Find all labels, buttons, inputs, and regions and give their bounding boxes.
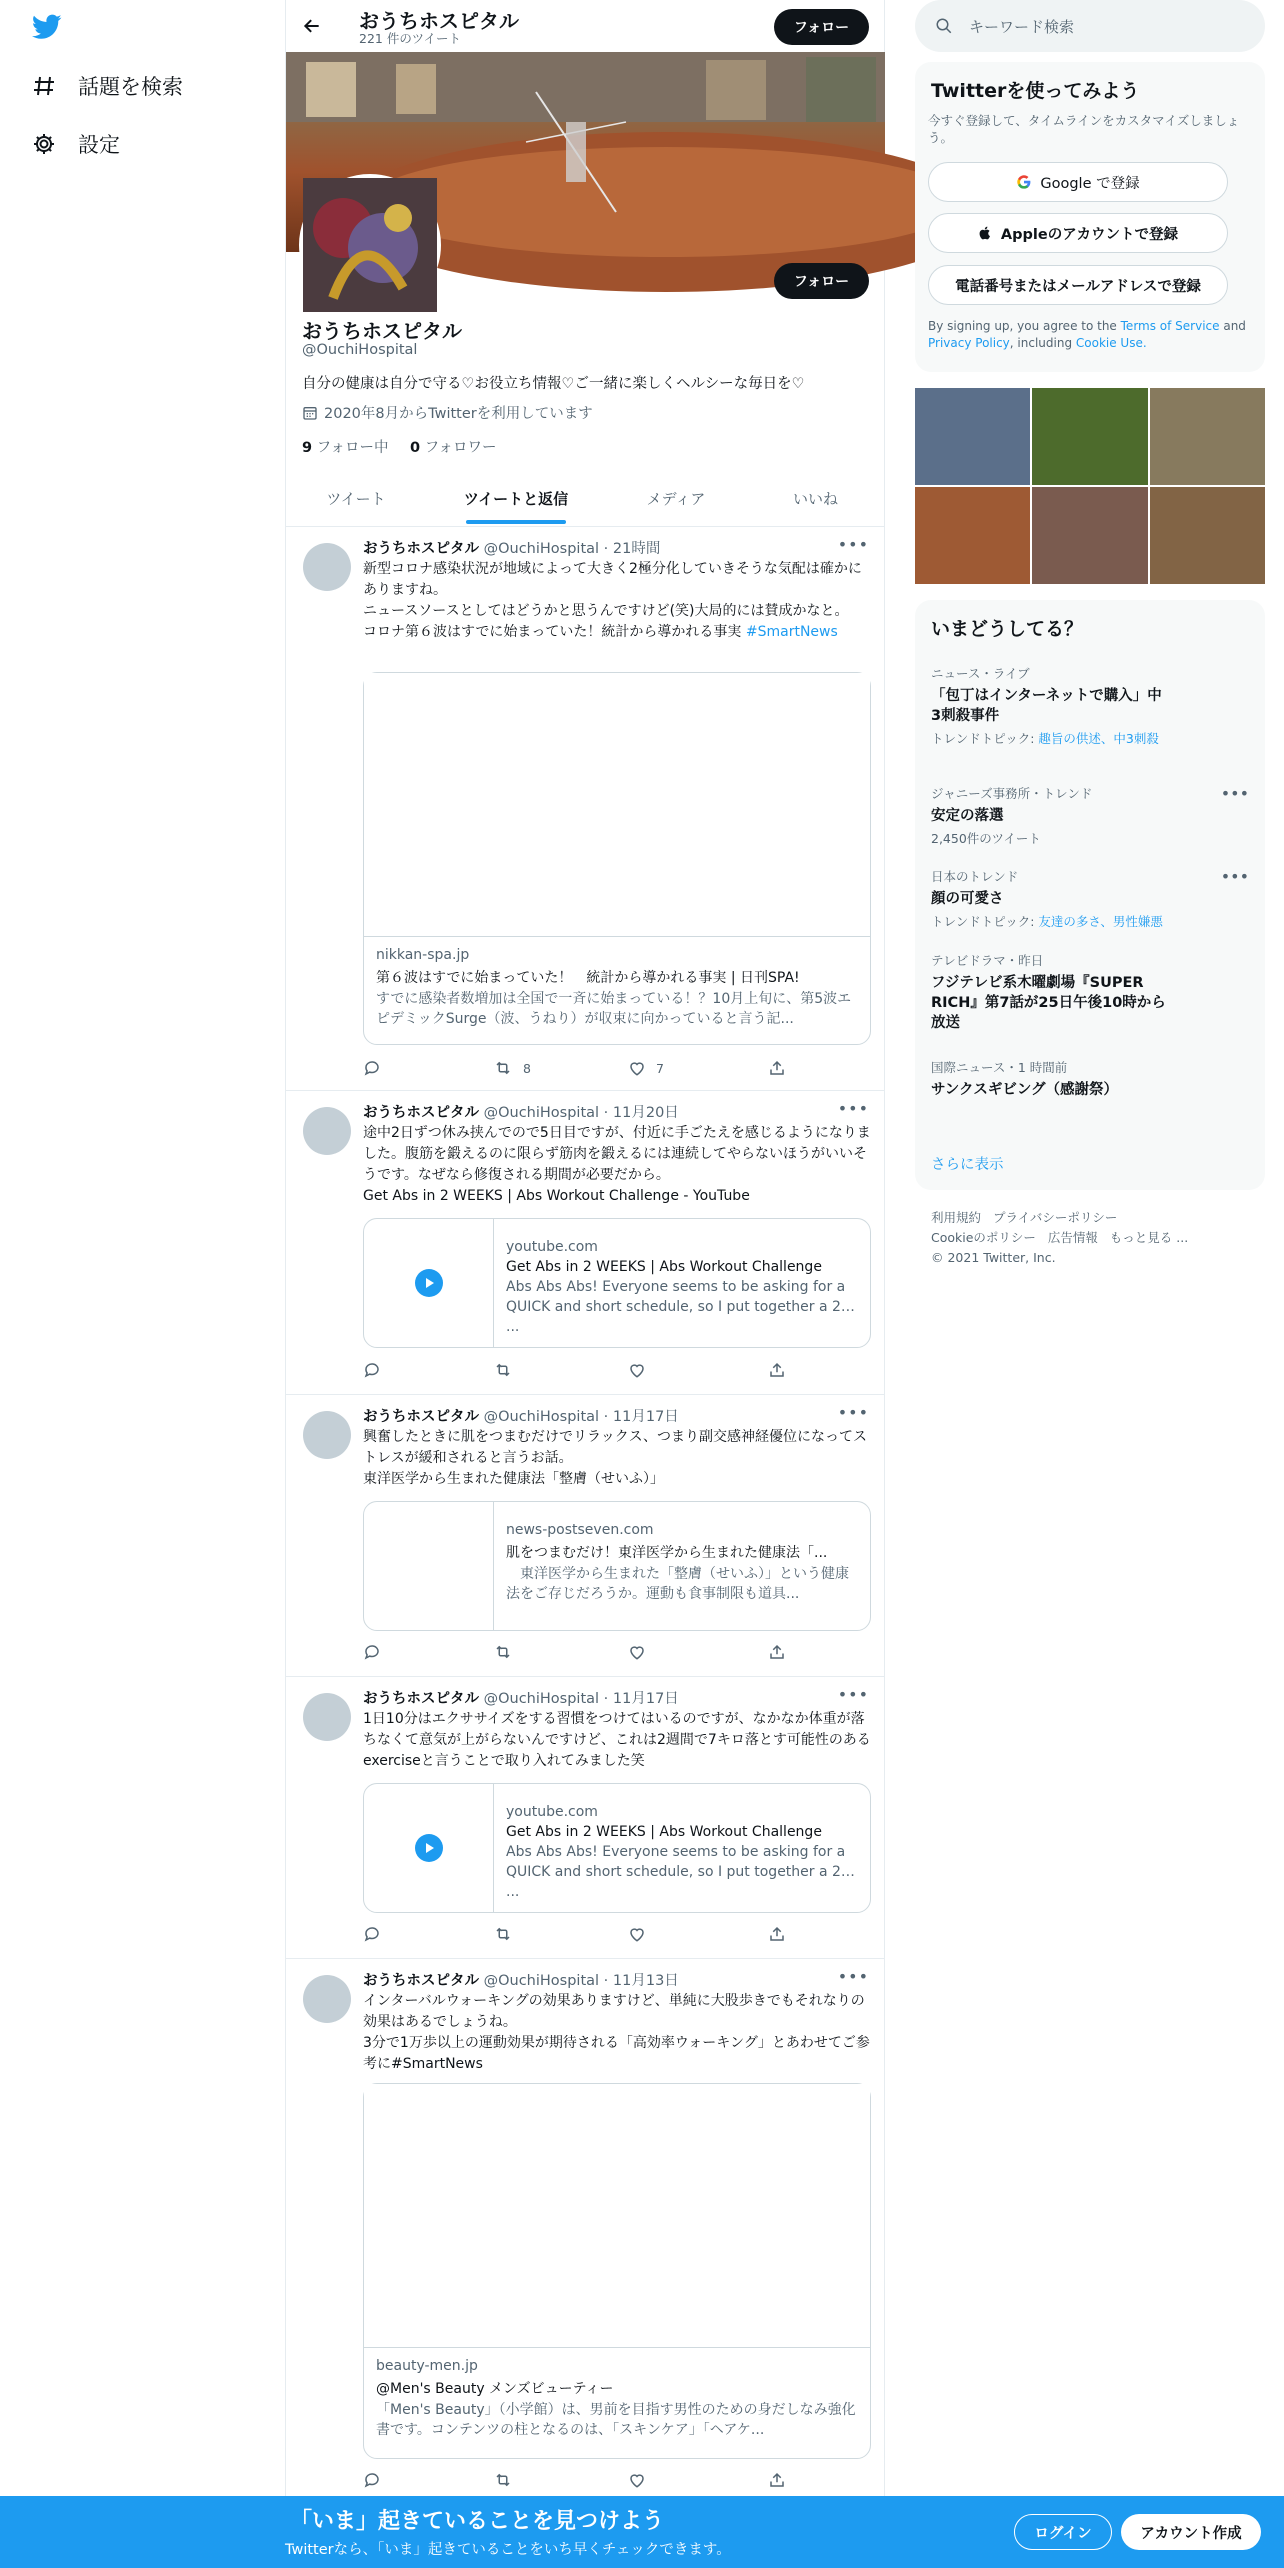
footer-link[interactable]: 広告情報 bbox=[1047, 1230, 1098, 1245]
following-stat[interactable] bbox=[302, 436, 388, 457]
card-image bbox=[364, 673, 870, 937]
google-signup-button[interactable] bbox=[928, 162, 1228, 202]
profile-bio: 自分の健康は自分で守る♡お役立ち情報♡ご一緒に楽しくヘルシーな毎日を♡ bbox=[302, 376, 805, 392]
show-more-link[interactable]: さらに表示 bbox=[931, 1157, 1004, 1173]
nav-settings[interactable] bbox=[32, 124, 120, 164]
like-button[interactable] bbox=[628, 1643, 656, 1661]
back-arrow-icon[interactable] bbox=[302, 16, 322, 36]
tweet-actions bbox=[363, 1361, 803, 1383]
footer-link[interactable]: プライバシーポリシー bbox=[992, 1210, 1118, 1225]
nav-explore[interactable] bbox=[32, 66, 183, 106]
hashtag-link[interactable]: #SmartNews bbox=[745, 624, 838, 640]
tab-media[interactable]: メディア bbox=[646, 489, 706, 508]
trend-item[interactable]: ニュース・ライブ 「包丁はインターネットで購入」中3刺殺事件 トレンドトピック: 趣旨の供述、中3刺殺 bbox=[931, 666, 1162, 746]
followers-label: フォロワー bbox=[424, 440, 497, 456]
tweet-actions bbox=[363, 2471, 803, 2493]
card-description: 「Men's Beauty」（小学館）は、男前を目指す男性のための身だしなみ強化書です。コンテンツの柱となるのは、「スキンケア」「ヘアケ... bbox=[376, 2402, 856, 2438]
search-bar[interactable] bbox=[915, 0, 1265, 52]
profile-joined bbox=[302, 402, 593, 423]
card-thumbnail bbox=[364, 1784, 494, 1912]
like-button[interactable] bbox=[628, 1925, 656, 1943]
signup-title: Twitterを使ってみよう bbox=[931, 80, 1140, 102]
more-icon[interactable]: ••• bbox=[837, 1099, 869, 1118]
tweet-text: 途中2日ずつ休み挟んでので5日目ですが、付近に手ごたえを感じるようになりました。腹筋を鍛えるのに限らず筋肉を鍛えるには連続してやらないほうがいいそうです。なぜなら修復される期間が必要だから。 Get Abs in 2 WEEKS | Abs Workout Challenge - YouTube bbox=[363, 1125, 871, 1204]
link-card[interactable] bbox=[363, 672, 871, 1045]
tweet-avatar[interactable] bbox=[303, 1693, 351, 1741]
tweet[interactable] bbox=[286, 1677, 885, 1959]
nav-explore-label: 話題を検索 bbox=[78, 75, 183, 99]
profile-follow-button[interactable]: フォロー bbox=[774, 263, 869, 299]
apple-signup-button[interactable] bbox=[928, 213, 1228, 253]
footer-link[interactable]: もっと見る ... bbox=[1109, 1230, 1189, 1245]
trends-title: いまどうしてる？ bbox=[931, 618, 1084, 640]
tweet-text: 興奮したときに肌をつまむだけでリラックス、つまり副交感神経優位になってストレスが緩和されると言うお話。 東洋医学から生まれた健康法「整膚（せいふ）」 bbox=[363, 1429, 867, 1487]
tweet[interactable] bbox=[286, 1091, 885, 1395]
share-button[interactable] bbox=[768, 1361, 786, 1379]
tweet[interactable] bbox=[286, 1959, 885, 2499]
active-tab-indicator bbox=[466, 520, 566, 524]
profile-column bbox=[285, 0, 885, 2568]
terms-link[interactable]: Terms of Service bbox=[1120, 319, 1220, 333]
card-domain: beauty-men.jp bbox=[376, 2358, 478, 2374]
tweet-actions bbox=[363, 1643, 803, 1665]
bottom-bar-title: 「いま」起きていることを見つけよう bbox=[290, 2509, 665, 2534]
reply-button[interactable] bbox=[363, 2471, 391, 2489]
search-input[interactable]: キーワード検索 bbox=[969, 17, 1075, 36]
link-card[interactable] bbox=[363, 2083, 871, 2459]
card-title: Get Abs in 2 WEEKS | Abs Workout Challenge bbox=[506, 1259, 822, 1275]
media-thumbnail[interactable] bbox=[1150, 487, 1265, 584]
media-thumbnail[interactable] bbox=[915, 487, 1030, 584]
tweet-actions bbox=[363, 1059, 803, 1081]
more-icon[interactable]: ••• bbox=[837, 1967, 869, 1986]
search-icon bbox=[935, 17, 953, 35]
retweet-button[interactable] bbox=[493, 1925, 523, 1943]
bottom-signup-bar bbox=[0, 2496, 1284, 2568]
reply-button[interactable] bbox=[363, 1925, 391, 1943]
media-thumbnail[interactable] bbox=[1032, 487, 1147, 584]
tweet-text: 新型コロナ感染状況が地域によって大きく2極分化していきそうな気配は確かにありますね。 ニュースソースとしてはどうかと思うんですけど(笑)大局的には賛成かなと。 コロナ第６波はすでに始まっていた！統計から導かれる事実 #SmartNews bbox=[363, 561, 862, 640]
retweet-button[interactable] bbox=[493, 2471, 523, 2489]
card-description: 東洋医学から生まれた「整膚（せいふ）」という健康法をご存じだろうか。運動も食事制限も道具... bbox=[506, 1566, 849, 1602]
tweet-header: おうちホスピタル @OuchiHospital · 11月17日 bbox=[363, 1691, 679, 1707]
tweet-text: 1日10分はエクササイズをする習慣をつけてはいるのですが、なかなか体重が落ちなくて意気が上がらないんですけど、これは2週間で7キロ落とす可能性のあるexerciseと言うことで取り入れてみました笑 bbox=[363, 1711, 871, 1769]
profile-handle: @OuchiHospital bbox=[302, 342, 418, 358]
followers-stat[interactable] bbox=[410, 436, 496, 457]
google-icon bbox=[1016, 174, 1032, 190]
tweet-header: おうちホスピタル @OuchiHospital · 11月13日 bbox=[363, 1973, 679, 1989]
signup-button[interactable]: アカウント作成 bbox=[1121, 2514, 1261, 2550]
twitter-logo-icon[interactable] bbox=[32, 14, 62, 40]
card-description: すでに感染者数増加は全国で一斉に始まっている！？10月上旬に、第5波エピデミックSurge（波、うねり）が収束に向かっていると言う記... bbox=[376, 991, 852, 1027]
like-button[interactable] bbox=[628, 1361, 656, 1379]
card-thumbnail bbox=[364, 1502, 494, 1630]
retweet-button[interactable]: 8 bbox=[493, 1059, 531, 1077]
apple-icon bbox=[978, 225, 993, 241]
trends-panel bbox=[915, 600, 1265, 1190]
phone-email-signup-button[interactable]: 電話番号またはメールアドレスで登録 bbox=[928, 265, 1228, 305]
tweet-avatar[interactable] bbox=[303, 1107, 351, 1155]
share-button[interactable] bbox=[768, 1643, 786, 1661]
share-button[interactable] bbox=[768, 1925, 786, 1943]
share-button[interactable] bbox=[768, 1059, 786, 1077]
trend-item[interactable]: ジャニーズ事務所・トレンド 安定の落選 2,450件のツイート ••• bbox=[931, 784, 1249, 846]
profile-name: おうちホスピタル bbox=[302, 319, 462, 343]
card-description: Abs Abs Abs! Everyone seems to be asking for a QUICK and short schedule, so I put together a 2 ... bbox=[506, 1279, 846, 1335]
followers-count: 0 bbox=[410, 440, 421, 456]
signup-legal: By signing up, you agree to the Terms of Service and Privacy Policy, including Cookie Use. bbox=[928, 319, 1246, 350]
media-grid bbox=[915, 388, 1265, 584]
profile-joined-text: 2020年8月からTwitterを利用しています bbox=[324, 406, 593, 422]
tweet[interactable] bbox=[286, 1395, 885, 1677]
card-title: Get Abs in 2 WEEKS | Abs Workout Challenge bbox=[506, 1824, 822, 1840]
card-domain: news-postseven.com bbox=[506, 1522, 654, 1538]
reply-button[interactable] bbox=[363, 1361, 391, 1379]
more-icon[interactable]: ••• bbox=[837, 1685, 869, 1704]
more-icon[interactable]: ••• bbox=[837, 535, 869, 554]
link-card[interactable] bbox=[363, 1783, 871, 1913]
media-thumbnail[interactable] bbox=[1032, 388, 1147, 485]
card-domain: youtube.com bbox=[506, 1239, 598, 1255]
tweet-header: おうちホスピタル @OuchiHospital · 11月17日 bbox=[363, 1409, 679, 1425]
tweet-avatar[interactable] bbox=[303, 1975, 351, 2023]
retweet-button[interactable] bbox=[493, 1361, 523, 1379]
tab-likes[interactable]: いいね bbox=[792, 489, 838, 508]
footer-links bbox=[931, 1208, 1188, 1268]
play-icon bbox=[415, 1269, 443, 1297]
like-button[interactable]: 7 bbox=[628, 1059, 664, 1077]
cookie-link[interactable]: Cookie Use. bbox=[1075, 336, 1147, 350]
hashtag-icon bbox=[32, 74, 56, 98]
more-icon[interactable]: ••• bbox=[1220, 784, 1249, 803]
header-tweet-count: 221 件のツイート bbox=[359, 31, 461, 46]
tweet-actions bbox=[363, 1925, 803, 1947]
header-name: おうちホスピタル bbox=[359, 9, 519, 33]
reply-button[interactable] bbox=[363, 1643, 391, 1661]
privacy-link[interactable]: Privacy Policy bbox=[928, 336, 1010, 350]
retweet-button[interactable] bbox=[493, 1643, 523, 1661]
tweet-text: インターバルウォーキングの効果ありますけど、単純に大股歩きでもそれなりの効果はあるでしょうね。 3分で1万歩以上の運動効果が期待される「高効率ウォーキング」とあわせてご参考に#SmartNews bbox=[363, 1993, 870, 2072]
trend-item[interactable]: 国際ニュース・1 時間前 サンクスギビング（感謝祭） bbox=[931, 1060, 1119, 1098]
tab-tweets-and-replies[interactable]: ツイートと返信 bbox=[463, 489, 569, 508]
card-image bbox=[364, 2084, 870, 2348]
like-button[interactable] bbox=[628, 2471, 656, 2489]
media-thumbnail[interactable] bbox=[1150, 388, 1265, 485]
gear-icon bbox=[32, 132, 56, 156]
google-signup-label: Google で登録 bbox=[1040, 175, 1140, 192]
copyright: © 2021 Twitter, Inc. bbox=[931, 1250, 1056, 1265]
profile-avatar[interactable] bbox=[299, 174, 441, 316]
card-domain: nikkan-spa.jp bbox=[376, 947, 470, 963]
more-icon[interactable]: ••• bbox=[837, 1403, 869, 1422]
media-thumbnail[interactable] bbox=[915, 388, 1030, 485]
signup-panel bbox=[915, 62, 1265, 372]
calendar-icon bbox=[302, 405, 318, 421]
trend-item[interactable]: 日本のトレンド 顔の可愛さ トレンドトピック: 友達の多さ、男性嫌悪 ••• bbox=[931, 867, 1249, 929]
card-title: @Men's Beauty メンズビューティー bbox=[376, 2381, 614, 2397]
card-description: Abs Abs Abs! Everyone seems to be asking for a QUICK and short schedule, so I put together a 2 ... bbox=[506, 1844, 846, 1900]
card-title: 第６波はすでに始まっていた！ 統計から導かれる事実 | 日刊SPA! bbox=[376, 970, 800, 986]
login-button[interactable]: ログイン bbox=[1014, 2514, 1112, 2550]
tweet-avatar[interactable] bbox=[303, 543, 351, 591]
reply-button[interactable] bbox=[363, 1059, 391, 1077]
apple-signup-label: Appleのアカウントで登録 bbox=[1000, 226, 1179, 243]
signup-subtitle: 今すぐ登録して、タイムラインをカスタマイズしましょう。 bbox=[928, 113, 1240, 145]
tweet-header: おうちホスピタル @OuchiHospital · 11月20日 bbox=[363, 1105, 679, 1121]
tweet-header: おうちホスピタル @OuchiHospital · 21時間 bbox=[363, 541, 661, 557]
tab-tweets[interactable]: ツイート bbox=[326, 489, 386, 508]
link-card[interactable] bbox=[363, 1501, 871, 1631]
following-label: フォロー中 bbox=[316, 440, 389, 456]
footer-link[interactable]: Cookieのポリシー bbox=[931, 1230, 1036, 1245]
card-thumbnail bbox=[364, 1219, 494, 1347]
trend-item[interactable]: テレビドラマ・昨日 フジテレビ系木曜劇場『SUPER RICH』第7話が25日午後10時から放送 bbox=[931, 953, 1166, 1031]
header-follow-button[interactable]: フォロー bbox=[774, 9, 869, 45]
play-icon bbox=[415, 1834, 443, 1862]
card-domain: youtube.com bbox=[506, 1804, 598, 1820]
link-card[interactable] bbox=[363, 1218, 871, 1348]
share-button[interactable] bbox=[768, 2471, 786, 2489]
more-icon[interactable]: ••• bbox=[1220, 867, 1249, 886]
following-count: 9 bbox=[302, 440, 313, 456]
tweet[interactable] bbox=[286, 527, 885, 1091]
bottom-bar-subtitle: Twitterなら、「いま」起きていることをいち早くチェックできます。 bbox=[285, 2542, 731, 2558]
nav-settings-label: 設定 bbox=[78, 133, 120, 157]
card-title: 肌をつまむだけ！東洋医学から生まれた健康法「... bbox=[506, 1545, 828, 1561]
footer-link[interactable]: 利用規約 bbox=[931, 1210, 982, 1225]
tweet-avatar[interactable] bbox=[303, 1411, 351, 1459]
